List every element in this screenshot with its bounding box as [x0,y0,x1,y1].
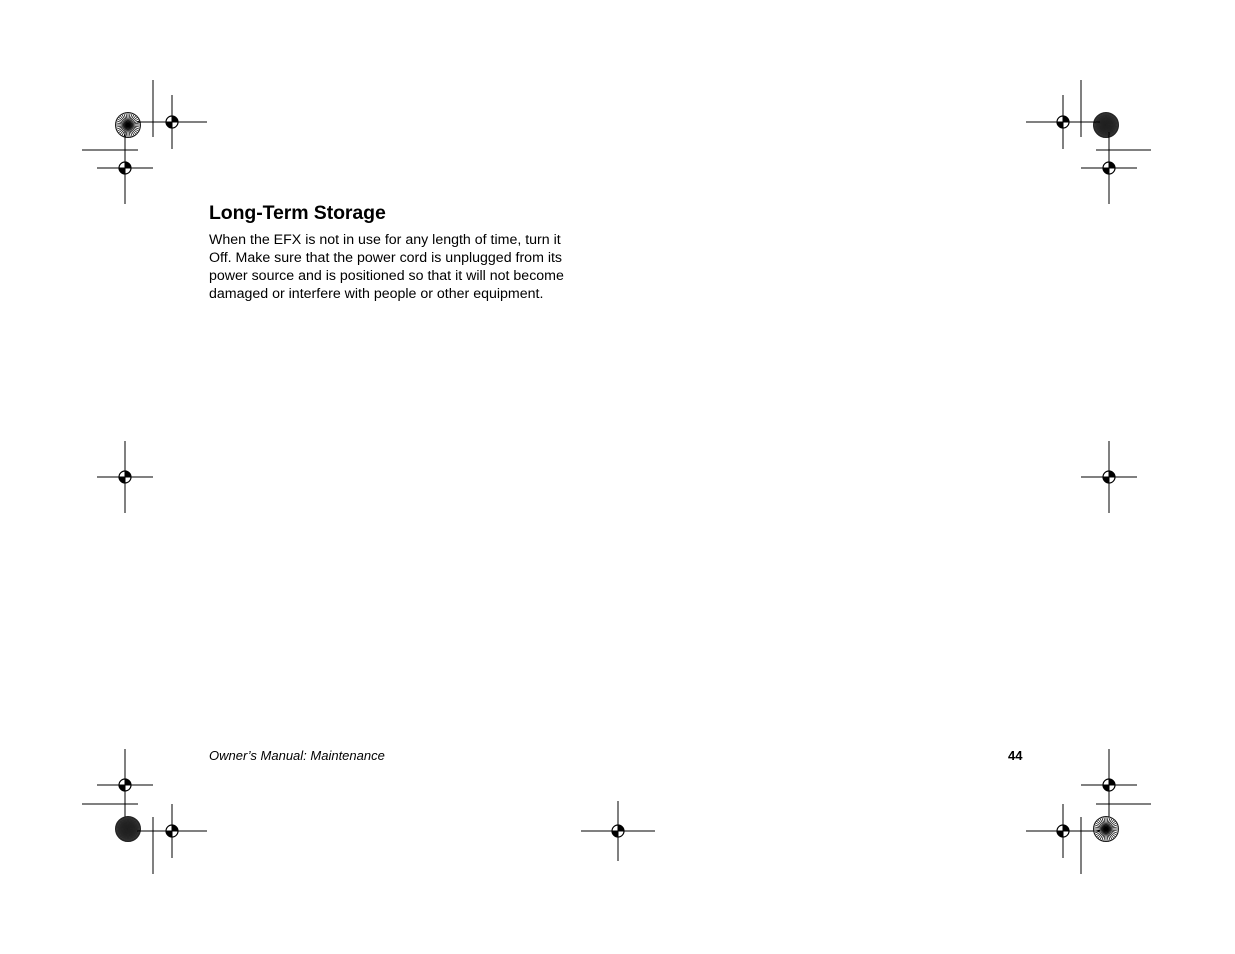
section-body [209,231,609,303]
starburst-mark [116,113,141,138]
starburst-mark [116,817,141,842]
registration-target [137,804,207,858]
body-line: When the EFX is not in use for any length of time, turn it [209,232,561,248]
registration-target [97,441,153,513]
registration-target [137,95,207,149]
registration-target [1026,95,1100,149]
registration-target [1081,441,1137,513]
body-line: Off. Make sure that the power cord is unplugged from its [209,250,563,266]
registration-target [1026,804,1100,858]
registration-target [97,132,153,204]
section-heading: Long-Term Storage [209,202,386,224]
page-number: 44 [1008,748,1023,763]
footer-title: Owner’s Manual: Maintenance [209,748,385,763]
registration-target [97,749,153,821]
body-line: power source and is positioned so that it will not become [209,268,564,284]
registration-target [1081,749,1137,821]
registration-target [581,801,655,861]
registration-target [1081,132,1137,204]
starburst-mark [1094,817,1119,842]
body-line: damaged or interfere with people or other equipment. [209,286,544,302]
starburst-mark [1094,113,1119,138]
